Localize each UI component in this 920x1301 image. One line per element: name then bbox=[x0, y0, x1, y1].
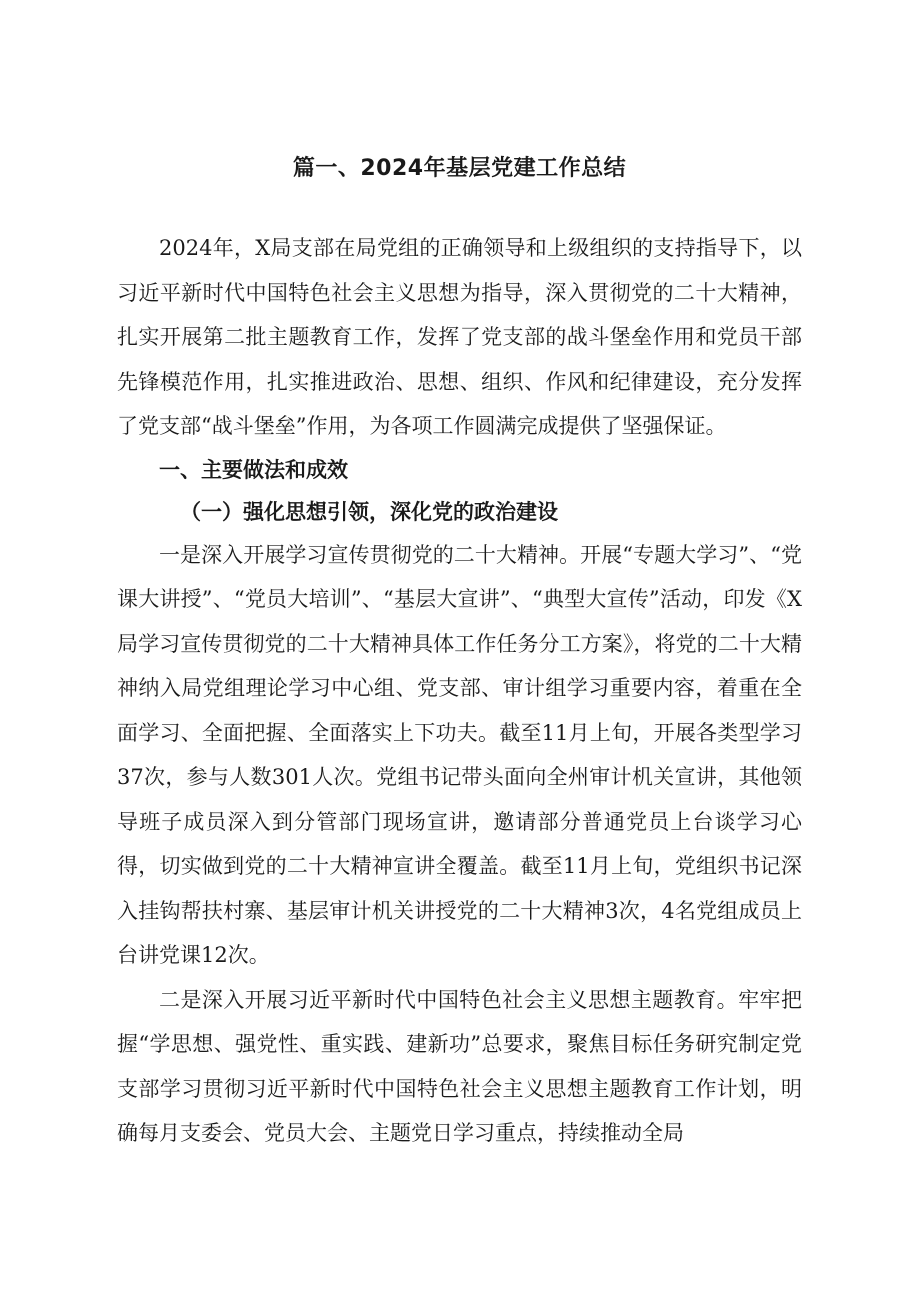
body-paragraph-2: 二是深入开展习近平新时代中国特色社会主义思想主题教育。牢牢把握“学思想、强党性、重实践、建新功”总要求，聚焦目标任务研究制定党支部学习贯彻习近平新时代中国特色社会主义思想主题教育工作计划，明确每月支委会、党员大会、主题党日学习重点，持续推动全局 bbox=[117, 987, 802, 1145]
body-paragraph-1: 一是深入开展学习宣传贯彻党的二十大精神。开展“专题大学习”、“党课大讲授”、“党员大培训”、“基层大宣讲”、“典型大宣传”活动，印发《X局学习宣传贯彻党的二十大精神具体工作任务分工方案》，将党的二十大精神纳入局党组理论学习中心组、党支部、审计组学习重要内容，着重在全面学习、全面把握、全面落实上下功夫。截至11月上旬，开展各类型学习37次，参与人数301人次。党组书记带头面向全州审计机关宣讲，其他领导班子成员深入到分管部门现场宣讲，邀请部分普通党员上台谈学习心得，切实做到党的二十大精神宣讲全覆盖。截至11月上旬，党组织书记深入挂钩帮扶村寨、基层审计机关讲授党的二十大精神3次，4名党组成员上台讲党课12次。 bbox=[117, 542, 802, 967]
intro-paragraph: 2024年，X局支部在局党组的正确领导和上级组织的支持指导下，以习近平新时代中国特色社会主义思想为指导，深入贯彻党的二十大精神，扎实开展第二批主题教育工作，发挥了党支部的战斗堡垒作用和党员干部先锋模范作用，扎实推进政治、思想、组织、作风和纪律建设，充分发挥了党支部“战斗堡垒”作用，为各项工作圆满完成提供了坚强保证。 bbox=[117, 236, 802, 438]
section-heading: 一、主要做法和成效 bbox=[159, 457, 348, 482]
document-title: 篇一、2024年基层党建工作总结 bbox=[292, 156, 627, 181]
subsection-heading: （一）强化思想引领，深化党的政治建设 bbox=[180, 498, 558, 524]
